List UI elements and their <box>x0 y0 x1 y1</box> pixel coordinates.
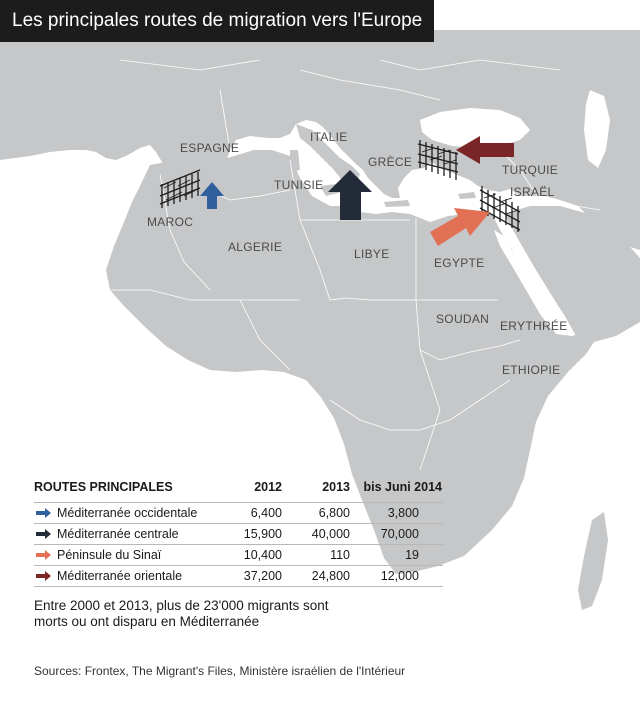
value-2012: 15,900 <box>209 524 282 545</box>
label-espagne: ESPAGNE <box>180 141 240 155</box>
arrow-icon <box>36 550 51 560</box>
header-2014: bis Juni 2014 <box>363 480 442 494</box>
route-name: Méditerranée centrale <box>57 527 179 541</box>
map-title: Les principales routes de migration vers l'Europe <box>0 0 434 42</box>
route-name: Méditerranée occidentale <box>57 506 198 520</box>
value-2014: 19 <box>350 545 443 566</box>
crete <box>384 200 410 207</box>
label-egypte: EGYPTE <box>434 256 485 270</box>
table-row <box>34 566 443 587</box>
label-erythree: ERYTHRÉE <box>500 319 568 333</box>
value-2014: 70,000 <box>350 524 443 545</box>
route-name: Péninsule du Sinaï <box>57 548 162 562</box>
value-2013: 6,800 <box>282 503 350 524</box>
label-algerie: ALGERIE <box>228 240 283 254</box>
table-header-row <box>34 478 443 503</box>
value-2013: 40,000 <box>282 524 350 545</box>
arrow-icon <box>36 529 51 539</box>
table-row <box>34 524 443 545</box>
table-row <box>34 545 443 566</box>
value-2014: 3,800 <box>350 503 443 524</box>
arrow-icon <box>36 508 51 518</box>
value-2013: 110 <box>282 545 350 566</box>
label-soudan: SOUDAN <box>436 312 490 326</box>
madagascar <box>578 512 608 610</box>
value-2012: 37,200 <box>209 566 282 587</box>
label-italie: ITALIE <box>310 130 348 144</box>
label-tunisie: TUNISIE <box>274 178 324 192</box>
value-2014: 12,000 <box>350 566 443 587</box>
header-routes: ROUTES PRINCIPALES <box>34 480 173 494</box>
header-2013: 2013 <box>322 480 350 494</box>
routes-table <box>34 478 443 587</box>
label-grece: GRÈCE <box>368 155 413 169</box>
cyprus <box>458 192 476 199</box>
header-2012: 2012 <box>254 480 282 494</box>
label-maroc: MAROC <box>147 215 194 229</box>
route-name: Méditerranée orientale <box>57 569 183 583</box>
deaths-note: Entre 2000 et 2013, plus de 23'000 migrants sont morts ou ont disparu en Méditerranée <box>34 598 329 629</box>
value-2012: 10,400 <box>209 545 282 566</box>
value-2013: 24,800 <box>282 566 350 587</box>
label-ethiopie: ETHIOPIE <box>502 363 561 377</box>
value-2012: 6,400 <box>209 503 282 524</box>
label-libye: LIBYE <box>354 247 390 261</box>
arrow-icon <box>36 571 51 581</box>
table-row <box>34 503 443 524</box>
sources-caption: Sources: Frontex, The Migrant's Files, Ministère israélien de l'Intérieur <box>34 664 406 678</box>
label-israel: ISRAËL <box>510 185 555 199</box>
label-turquie: TURQUIE <box>502 163 559 177</box>
